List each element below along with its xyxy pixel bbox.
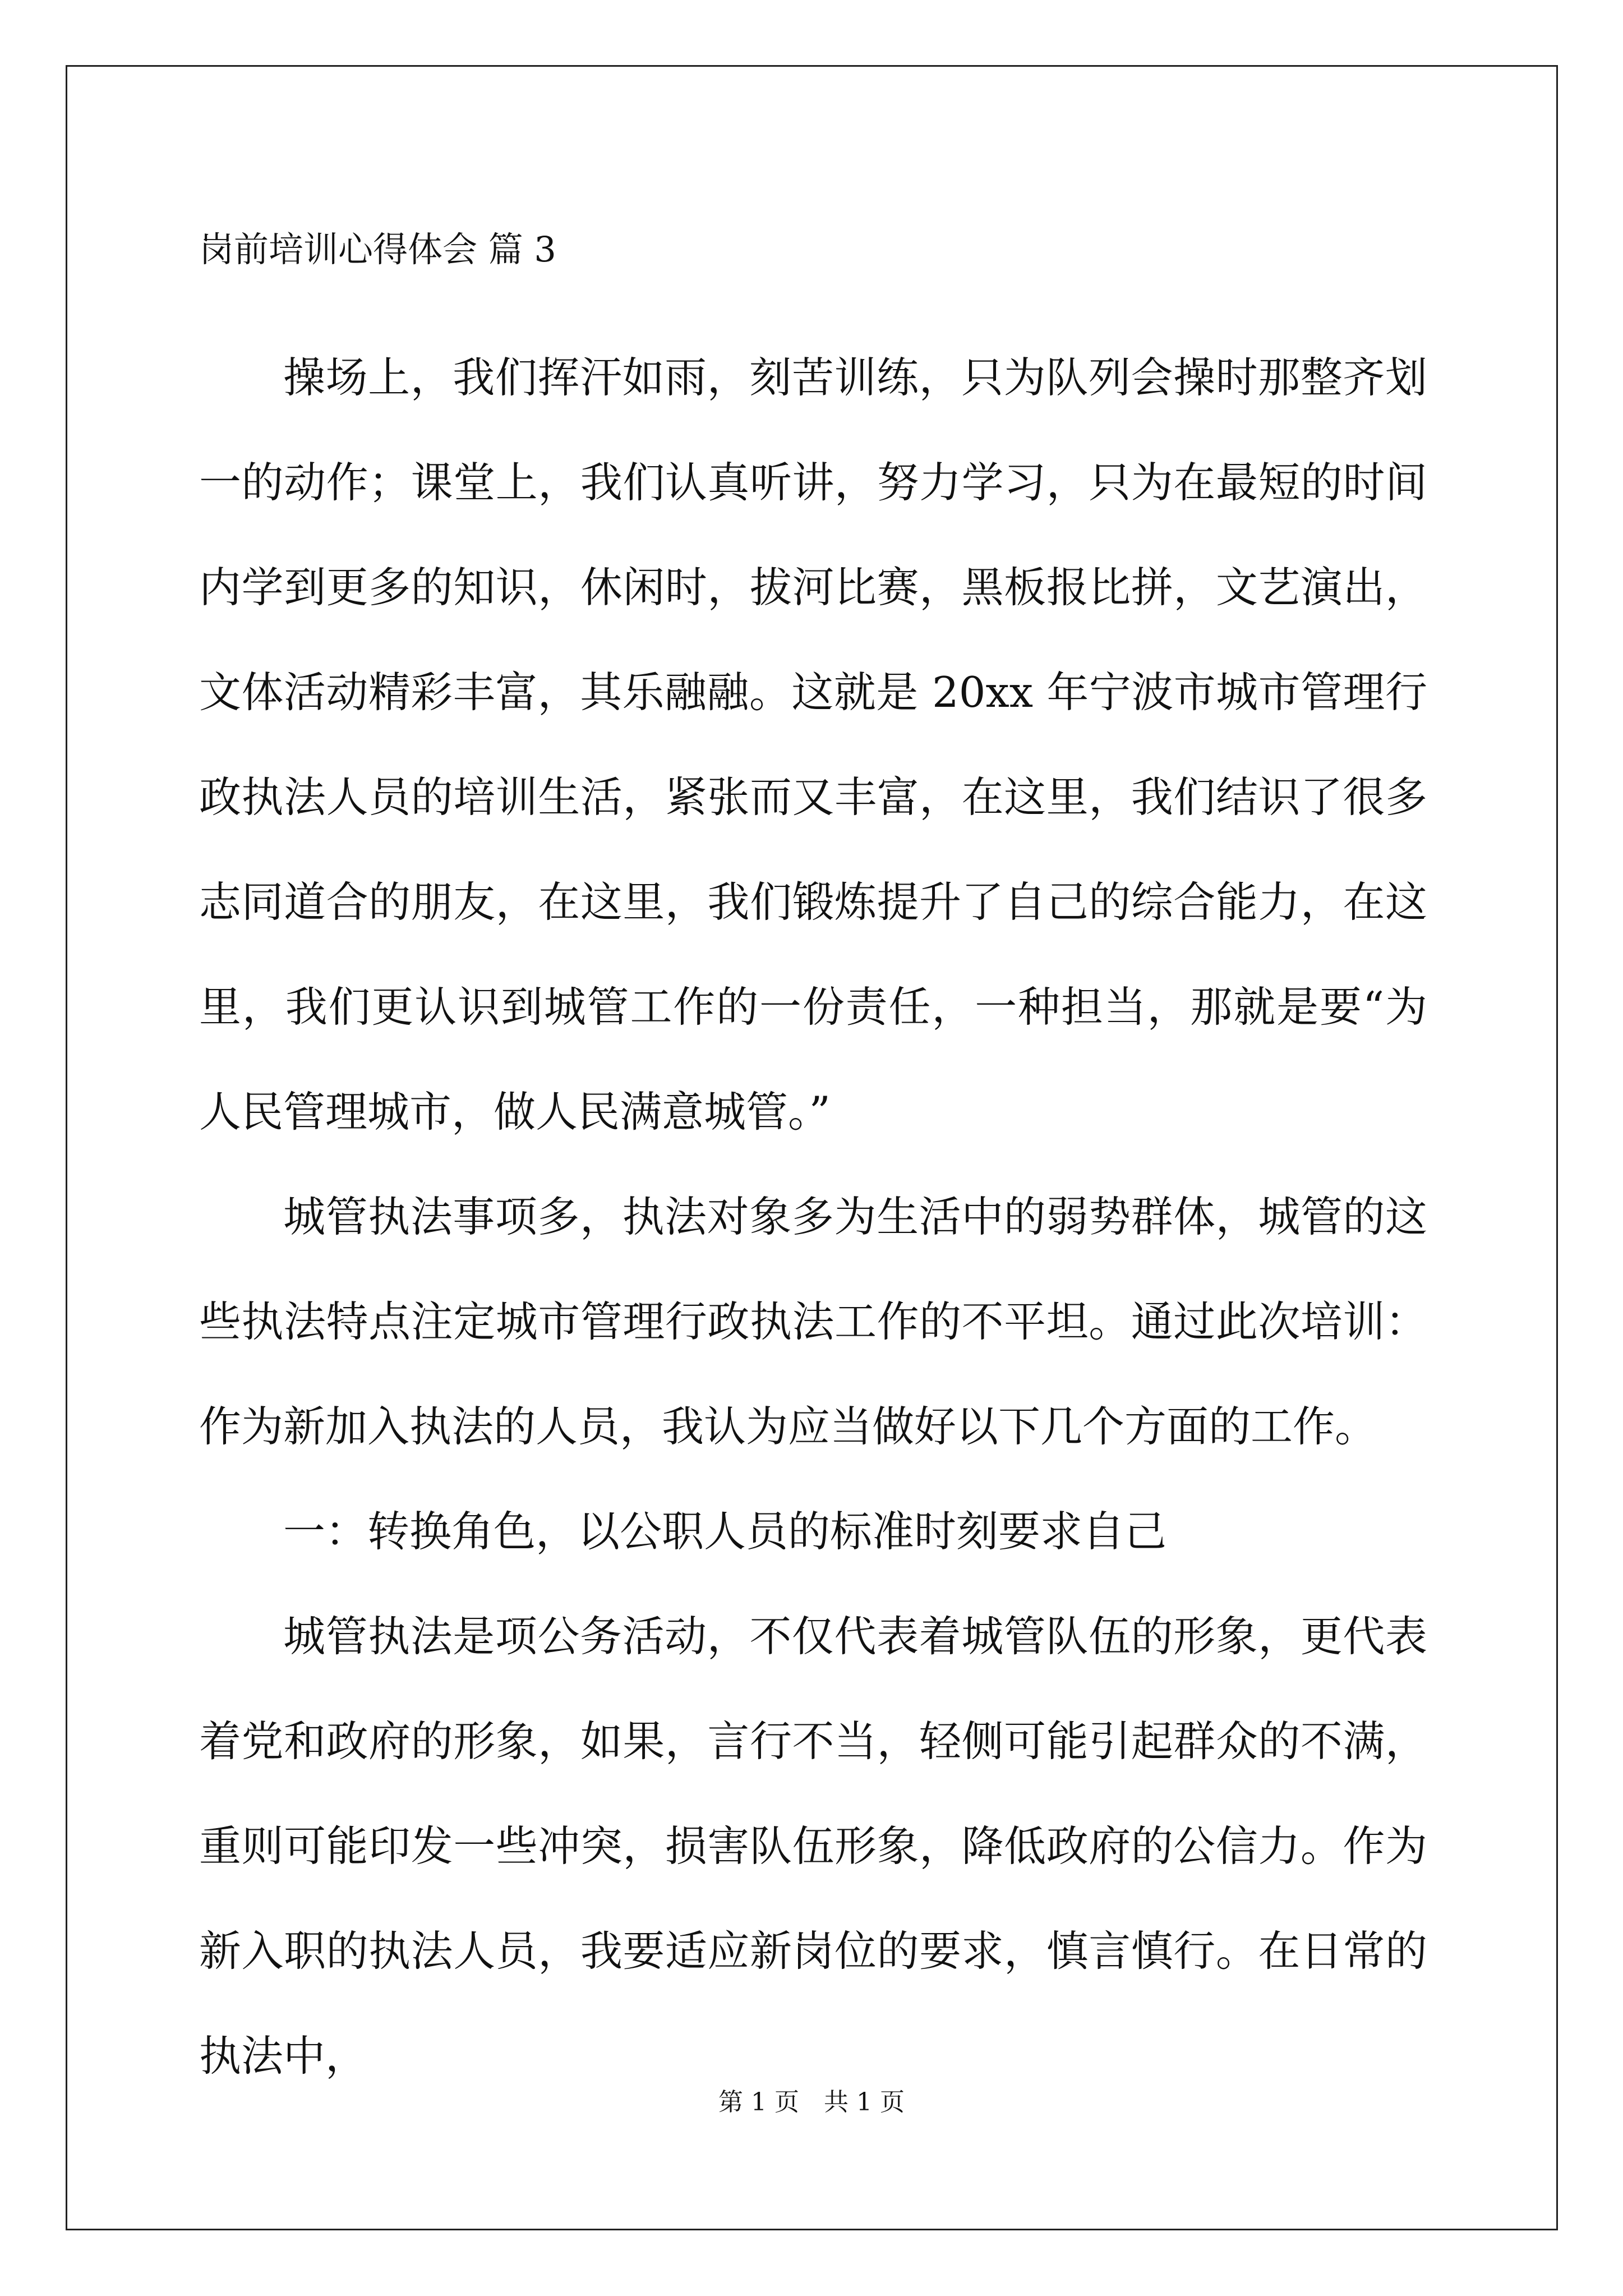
page-footer: 第 1 页 共 1 页 (718, 2088, 905, 2116)
document-body (199, 222, 1427, 2109)
document-title: 岗前培训心得体会 篇 3 (199, 229, 556, 270)
paragraph-2: 城管执法事项多，执法对象多为生活中的弱势群体，城管的这些执法特点注定城市管理行政执法工作的不平坦。通过此次培训：作为新加入执法的人员，我认为应当做好以下几个方面的工作。 (199, 1192, 1427, 1451)
paragraph-3: 城管执法是项公务活动，不仅代表着城管队伍的形象，更代表着党和政府的形象，如果，言行不当，轻侧可能引起群众的不满，重则可能印发一些冲突，损害队伍形象，降低政府的公信力。作为新入职的执法人员，我要适应新岗位的要求，慎言慎行。在日常的执法中， (199, 1612, 1427, 2081)
paragraph-1: 操场上，我们挥汗如雨，刻苦训练，只为队列会操时那整齐划一的动作；课堂上，我们认真听讲，努力学习，只为在最短的时间内学到更多的知识，休闲时，拔河比赛，黑板报比拼，文艺演出，文体活动精彩丰富，其乐融融。这就是 20xx 年宁波市城市管理行政执法人员的培训生活，紧张而又丰富，在这里，我们结识了很多志同道合的朋友，在这里，我们锻炼提升了自己的综合能力，在这里，我们更认识到城管工作的一份责任，一种担当，那就是要“为人民管理城市，做人民满意城管。” (199, 353, 1427, 1137)
section-heading-1: 一：转换角色，以公职人员的标准时刻要求自己 (283, 1507, 1167, 1556)
